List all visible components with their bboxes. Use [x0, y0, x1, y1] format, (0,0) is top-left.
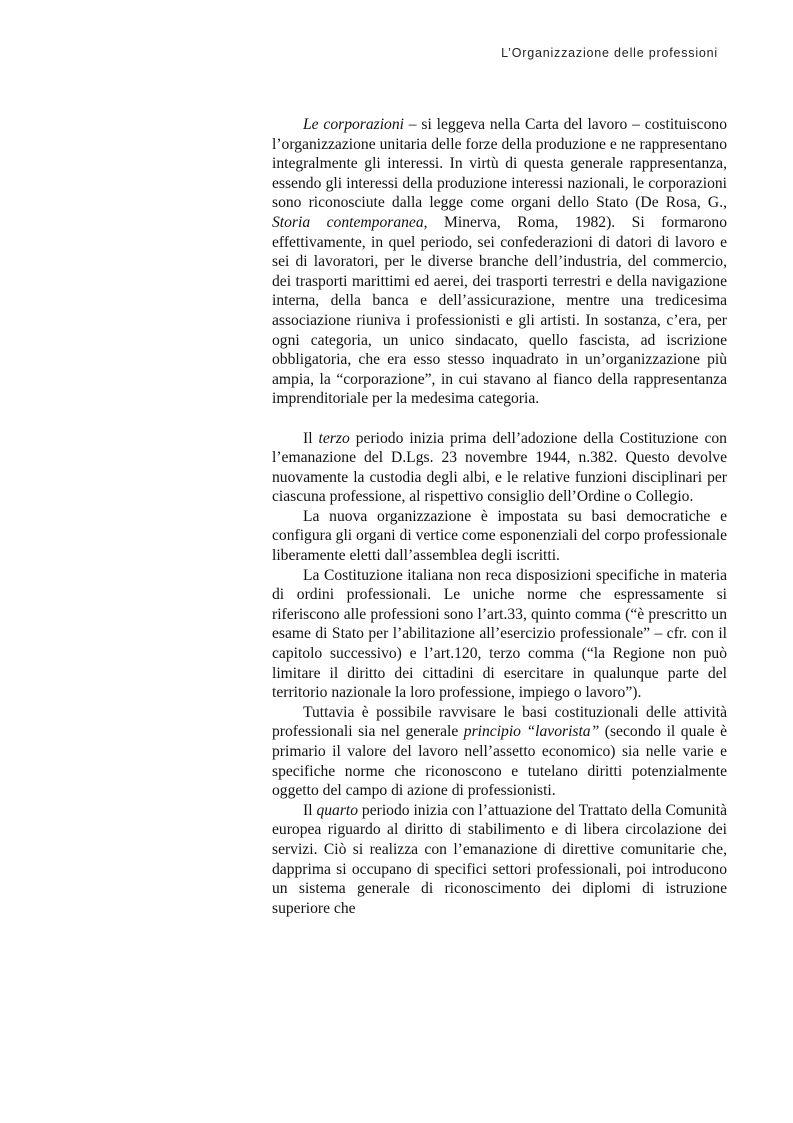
paragraph-text: periodo inizia prima dell’adozione della Costituzione con l’emanazione del D.Lgs. 23 novembre 1944, n.382. Questo devolve nuovamente la custodia degli albi, e le relative funzioni disciplinari per ciascuna professione, al rispettivo consiglio dell’Ordine o Collegio. [272, 429, 727, 506]
paragraph-corporazioni [272, 115, 727, 409]
paragraph-costituzione [272, 566, 727, 703]
paragraph-nuova-organizzazione [272, 507, 727, 566]
paragraph-text-start: Il [303, 429, 319, 447]
paragraph-text: (secondo il quale è primario il valore del lavoro nell’assetto economico) sia nelle varie e specifiche norme che riconoscono e tutelano diritti potenzialmente oggetto del campo di azione di professionisti. [272, 723, 727, 800]
document-body [272, 115, 727, 918]
running-header: L’Organizzazione delle professioni [501, 46, 718, 60]
paragraph-basi-costituzionali [272, 703, 727, 801]
italic-word: terzo [318, 429, 350, 447]
paragraph-text: periodo inizia con l’attuazione del Trattato della Comunità europea riguardo al diritto di stabilimento e di libera circolazione dei servizi. Ciò si realizza con l’emanazione di direttive comunitarie che, dapprima si occupano di specifici settori professionali, poi introducono un sistema generale di riconoscimento dei diplomi di istruzione superiore che [272, 801, 727, 917]
italic-title: Storia contemporanea [272, 213, 424, 231]
paragraph-text: – si leggeva nella Carta del lavoro – costituiscono l’organizzazione unitaria delle forze della produzione e ne rappresentano integralmente gli interessi. In virtù di questa generale rappresentanza, essendo gli interessi della produzione interessi nazionali, le corporazioni sono riconosciute dalla legge come organi dello Stato (De Rosa, G., [272, 116, 727, 212]
italic-lead: Le corporazioni [303, 116, 404, 133]
paragraph-text: La Costituzione italiana non reca disposizioni specifiche in materia di ordini professionali. Le uniche norme che espressamente si riferiscono alle professioni sono l’art.33, quinto comma (“è prescritto un esame di Stato per l’abilitazione all’esercizio professionale” – cfr. con il capitolo successivo) e l’art.120, terzo comma (“la Regione non può limitare il diritto dei cittadini di esercitare in qualunque parte del territorio nazionale la loro professione, impiego o lavoro”). [272, 566, 727, 702]
italic-phrase: principio “lavorista” [463, 723, 600, 741]
paragraph-terzo-periodo [272, 429, 727, 507]
paragraph-text-start: Tuttavia è possibile ravvisare le basi costituzionali delle attività professionali sia nel generale [272, 703, 727, 741]
paragraph-text: La nuova organizzazione è impostata su basi democratiche e configura gli organi di vertice come esponenziali del corpo professionale liberamente eletti dall’assemblea degli iscritti. [272, 507, 727, 565]
paragraph-text-end: , Minerva, Roma, 1982). Si formarono effettivamente, in quel periodo, sei confederazioni di datori di lavoro e sei di lavoratori, per le diverse branche dell’industria, del commercio, dei trasporti marittimi ed aerei, dei trasporti terrestri e della navigazione interna, della banca e dell’assicurazione, mentre una tredicesima associazione riuniva i professionisti e gli artisti. In sostanza, c’era, per ogni categoria, un unico sindacato, quello fascista, ad iscrizione obbligatoria, che era esso stesso inquadrato in un’organizzazione più ampia, la “corporazione”, in cui stavano al fianco della rappresentanza imprenditoriale per la medesima categoria. [272, 213, 727, 408]
paragraph-text-start: Il [303, 801, 317, 819]
paragraph-quarto-periodo [272, 801, 727, 919]
italic-word: quarto [316, 801, 359, 819]
